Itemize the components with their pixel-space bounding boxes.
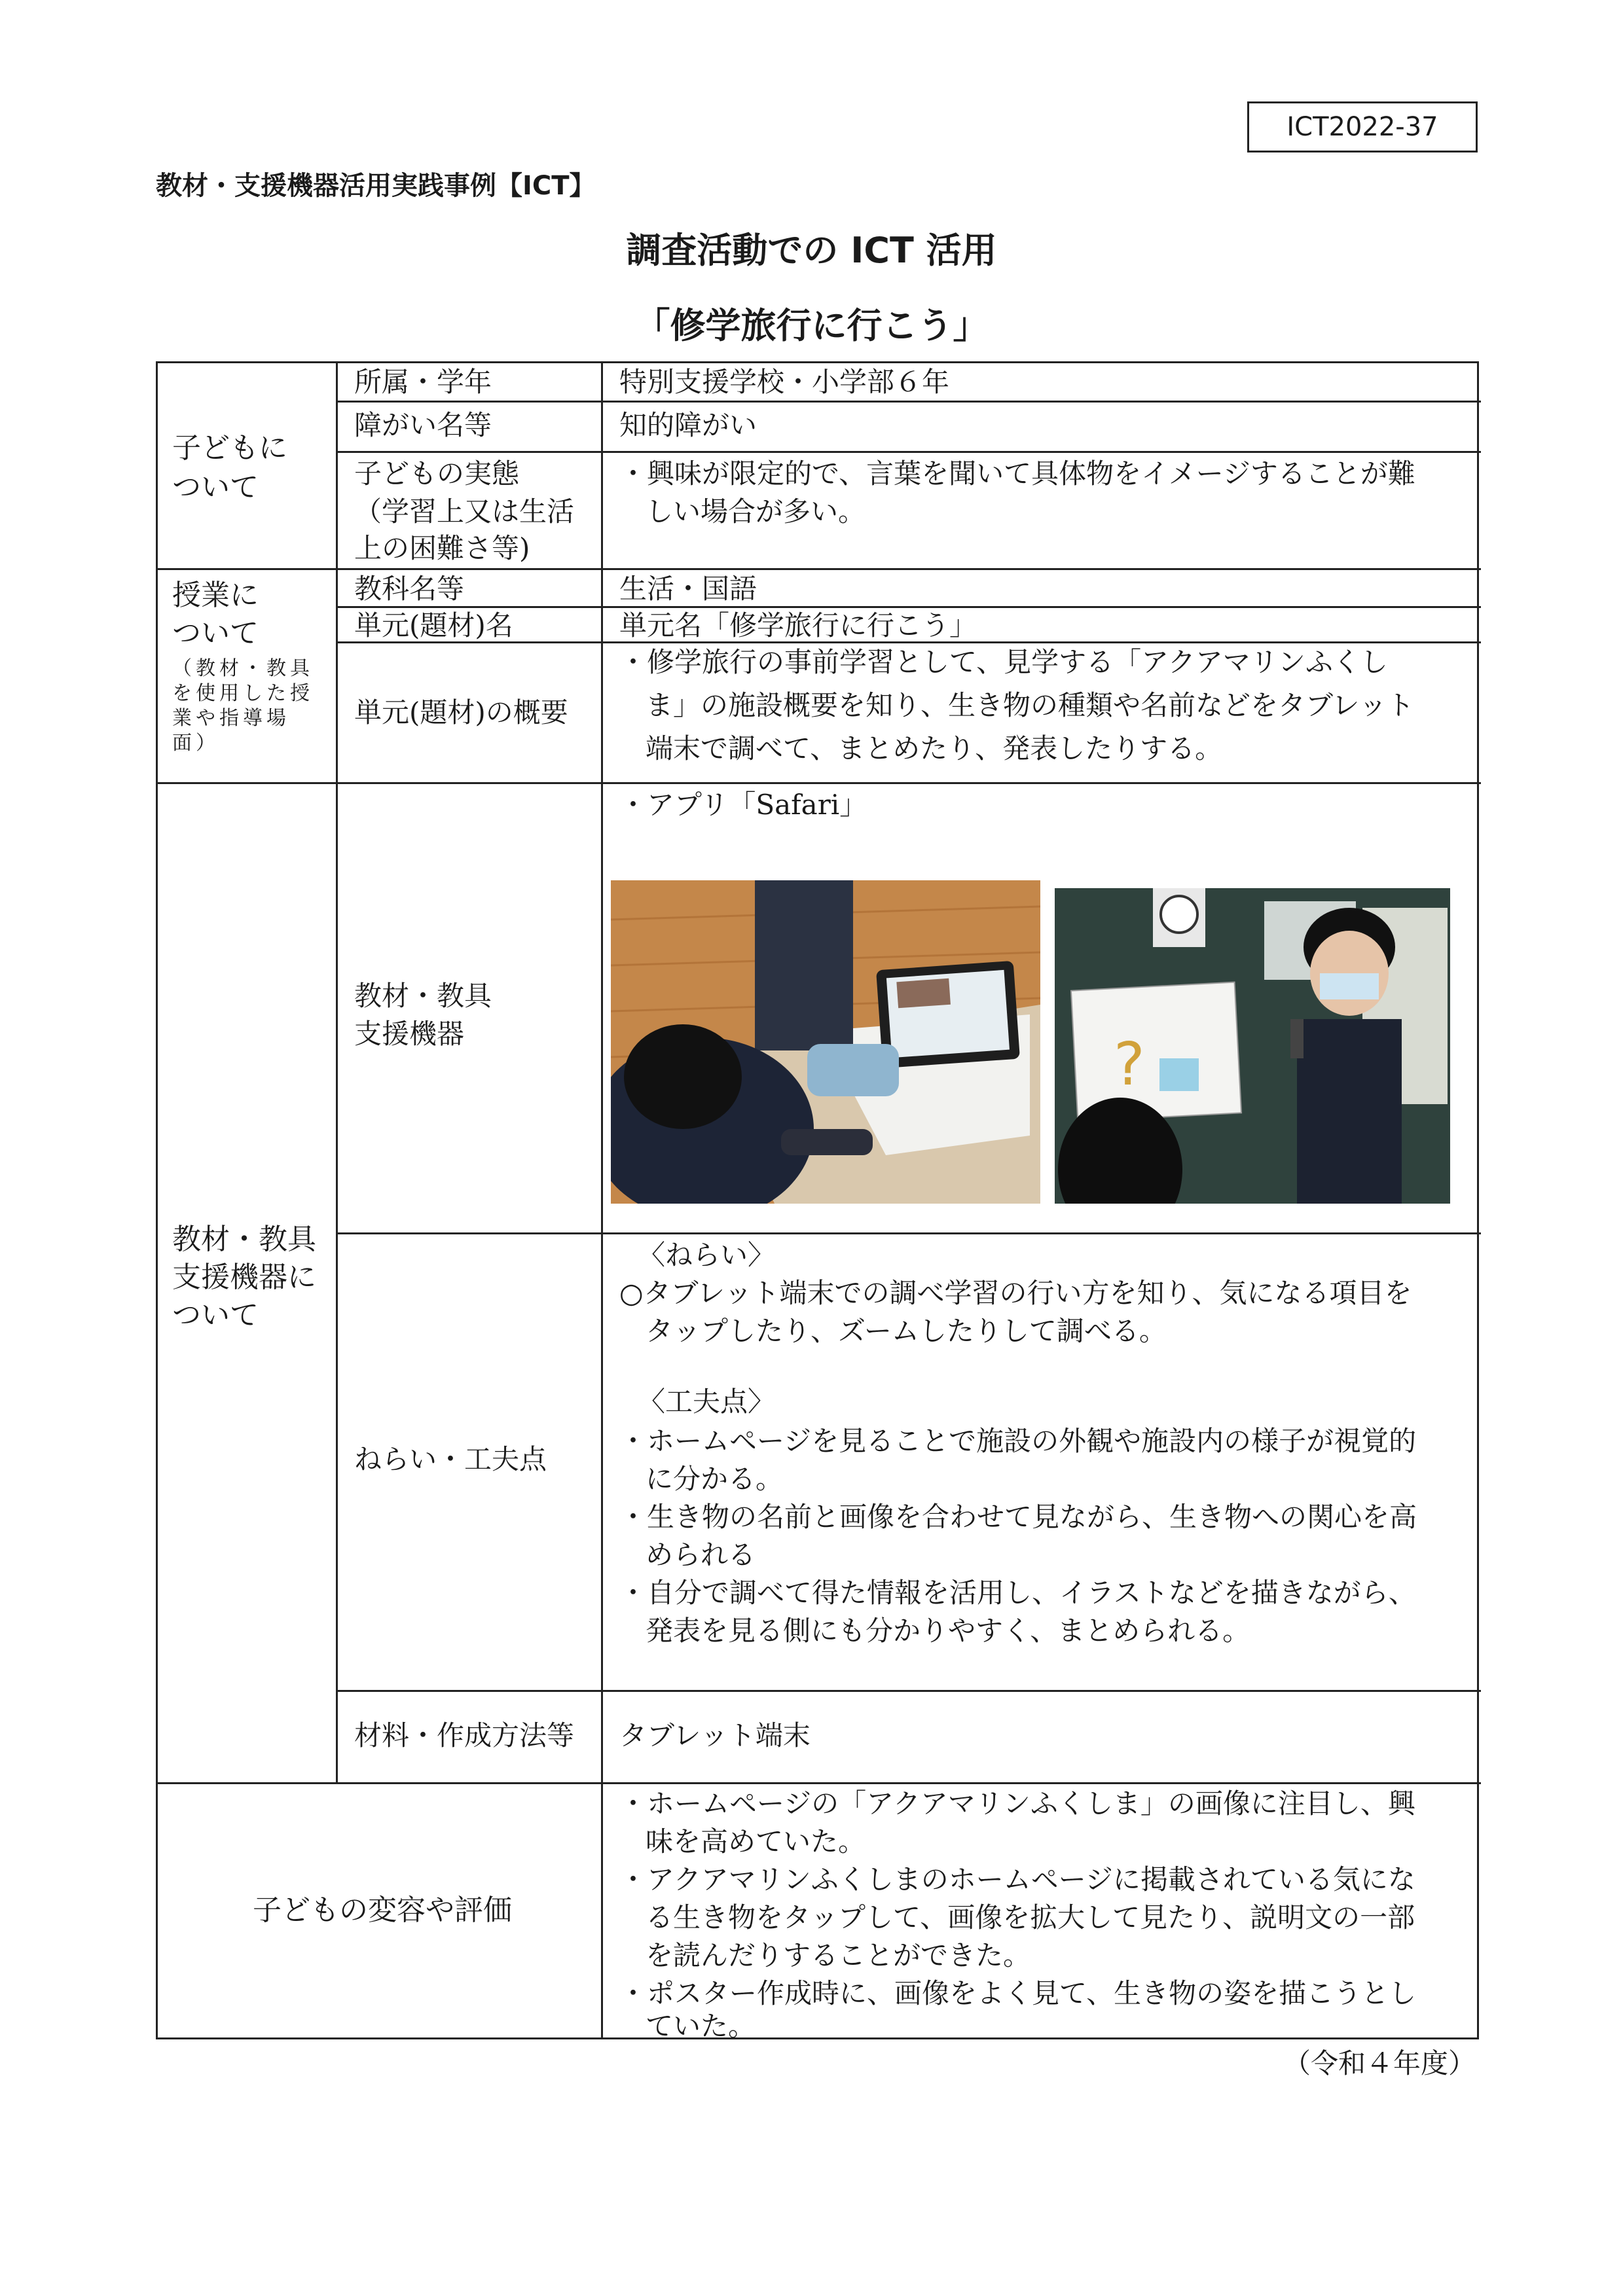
make-value: タブレット端末 — [619, 1719, 811, 1751]
evaluation-line: ていた。 — [646, 2010, 756, 2042]
page-subtitle: 「修学旅行に行こう」 — [634, 305, 989, 346]
section-label-lesson: ついて — [172, 617, 259, 650]
row-divider — [336, 1690, 1481, 1692]
state-value-line: しい場合が多い。 — [646, 495, 866, 528]
section-label-child: 子どもに ついて — [172, 431, 287, 504]
row-divider — [336, 451, 1481, 453]
page-title: 調査活動での ICT 活用 — [626, 230, 997, 271]
overview-line: ま」の施設概要を知り、生き物の種類や名前などをタブレット — [646, 689, 1414, 721]
tools-label: 教材・教具 — [354, 980, 492, 1012]
photo-tablet-research — [611, 880, 1040, 1204]
case-table — [156, 361, 1479, 2042]
photo-presentation — [1055, 888, 1450, 1204]
column-divider — [336, 363, 338, 1782]
idea-line: に分かる。 — [646, 1463, 784, 1495]
evaluation-line: ・ホームページの「アクアマリンふくしま」の画像に注目し、興 — [619, 1787, 1415, 1820]
aim-line: ○タブレット端末での調べ学習の行い方を知り、気になる項目を — [619, 1277, 1412, 1309]
disability-label: 障がい名等 — [354, 409, 492, 441]
ideas-heading: 〈工夫点〉 — [638, 1386, 776, 1418]
affiliation-label: 所属・学年 — [354, 366, 492, 398]
svg-text:?: ? — [1114, 1030, 1145, 1099]
subject-label: 教科名等 — [354, 573, 465, 605]
make-label: 材料・作成方法等 — [354, 1719, 575, 1751]
overview-line: ・修学旅行の事前学習として、見学する「アクアマリンふくし — [619, 646, 1388, 678]
idea-line: ・ホームページを見ることで施設の外観や施設内の様子が視覚的 — [619, 1425, 1417, 1457]
column-divider — [601, 363, 603, 2039]
overview-line: 端末で調べて、まとめたり、発表したりする。 — [646, 732, 1223, 764]
state-label-line: 子どもの実態 — [354, 457, 520, 490]
section-label-materials: 支援機器に — [172, 1261, 316, 1294]
section-label-lesson: 授業に — [172, 579, 259, 612]
category-heading: 教材・支援機器活用実践事例【ICT】 — [156, 171, 596, 201]
overview-label: 単元(題材)の概要 — [354, 696, 568, 728]
disability-value: 知的障がい — [619, 409, 757, 441]
state-value-line: ・興味が限定的で、言葉を聞いて具体物をイメージすることが難 — [619, 457, 1415, 490]
idea-line: ・生き物の名前と画像を合わせて見ながら、生き物への関心を高 — [619, 1501, 1417, 1533]
row-divider — [336, 1232, 1481, 1234]
aim-label: ねらい・工夫点 — [354, 1443, 547, 1475]
evaluation-line: ・ポスター作成時に、画像をよく見て、生き物の姿を描こうとし — [619, 1977, 1417, 2009]
aim-heading: 〈ねらい〉 — [638, 1239, 776, 1271]
state-label-line: （学習上又は生活 — [354, 495, 575, 528]
tools-label: 支援機器 — [354, 1018, 465, 1050]
presentation-photo-illustration — [1055, 888, 1450, 1204]
aim-line: タップしたり、ズームしたりして調べる。 — [646, 1315, 1167, 1347]
section-label-materials: ついて — [172, 1299, 259, 1332]
evaluation-line: 味を高めていた。 — [646, 1825, 866, 1857]
tools-value: ・アプリ「Safari」 — [619, 789, 867, 821]
evaluation-line: ・アクアマリンふくしまのホームページに掲載されている気にな — [619, 1863, 1415, 1895]
affiliation-value: 特別支援学校・小学部６年 — [619, 366, 950, 398]
unit-value: 単元名「修学旅行に行こう」 — [619, 609, 977, 641]
document-id: ICT2022-37 — [1247, 101, 1478, 152]
tablet-photo-illustration — [611, 880, 1040, 1204]
idea-line: 発表を見る側にも分かりやすく、まとめられる。 — [646, 1615, 1250, 1647]
unit-label: 単元(題材)名 — [354, 609, 513, 641]
section-divider — [158, 1782, 1481, 1784]
lesson-note: （教材・教具を使用した授業や指導場面） — [172, 657, 314, 755]
idea-line: められる — [646, 1539, 756, 1571]
subject-value: 生活・国語 — [619, 573, 757, 605]
section-divider — [158, 782, 1481, 784]
evaluation-line: を読んだりすることができた。 — [646, 1939, 1031, 1971]
section-label-materials: 教材・教具 — [172, 1223, 316, 1256]
fiscal-year: （令和４年度） — [1283, 2047, 1476, 2079]
idea-line: ・自分で調べて得た情報を活用し、イラストなどを描きながら、 — [619, 1577, 1416, 1609]
evaluation-line: る生き物をタップして、画像を拡大して見たり、説明文の一部 — [646, 1901, 1415, 1933]
evaluation-label: 子どもの変容や評価 — [253, 1893, 512, 1927]
state-label-line: 上の困難さ等) — [354, 532, 530, 564]
